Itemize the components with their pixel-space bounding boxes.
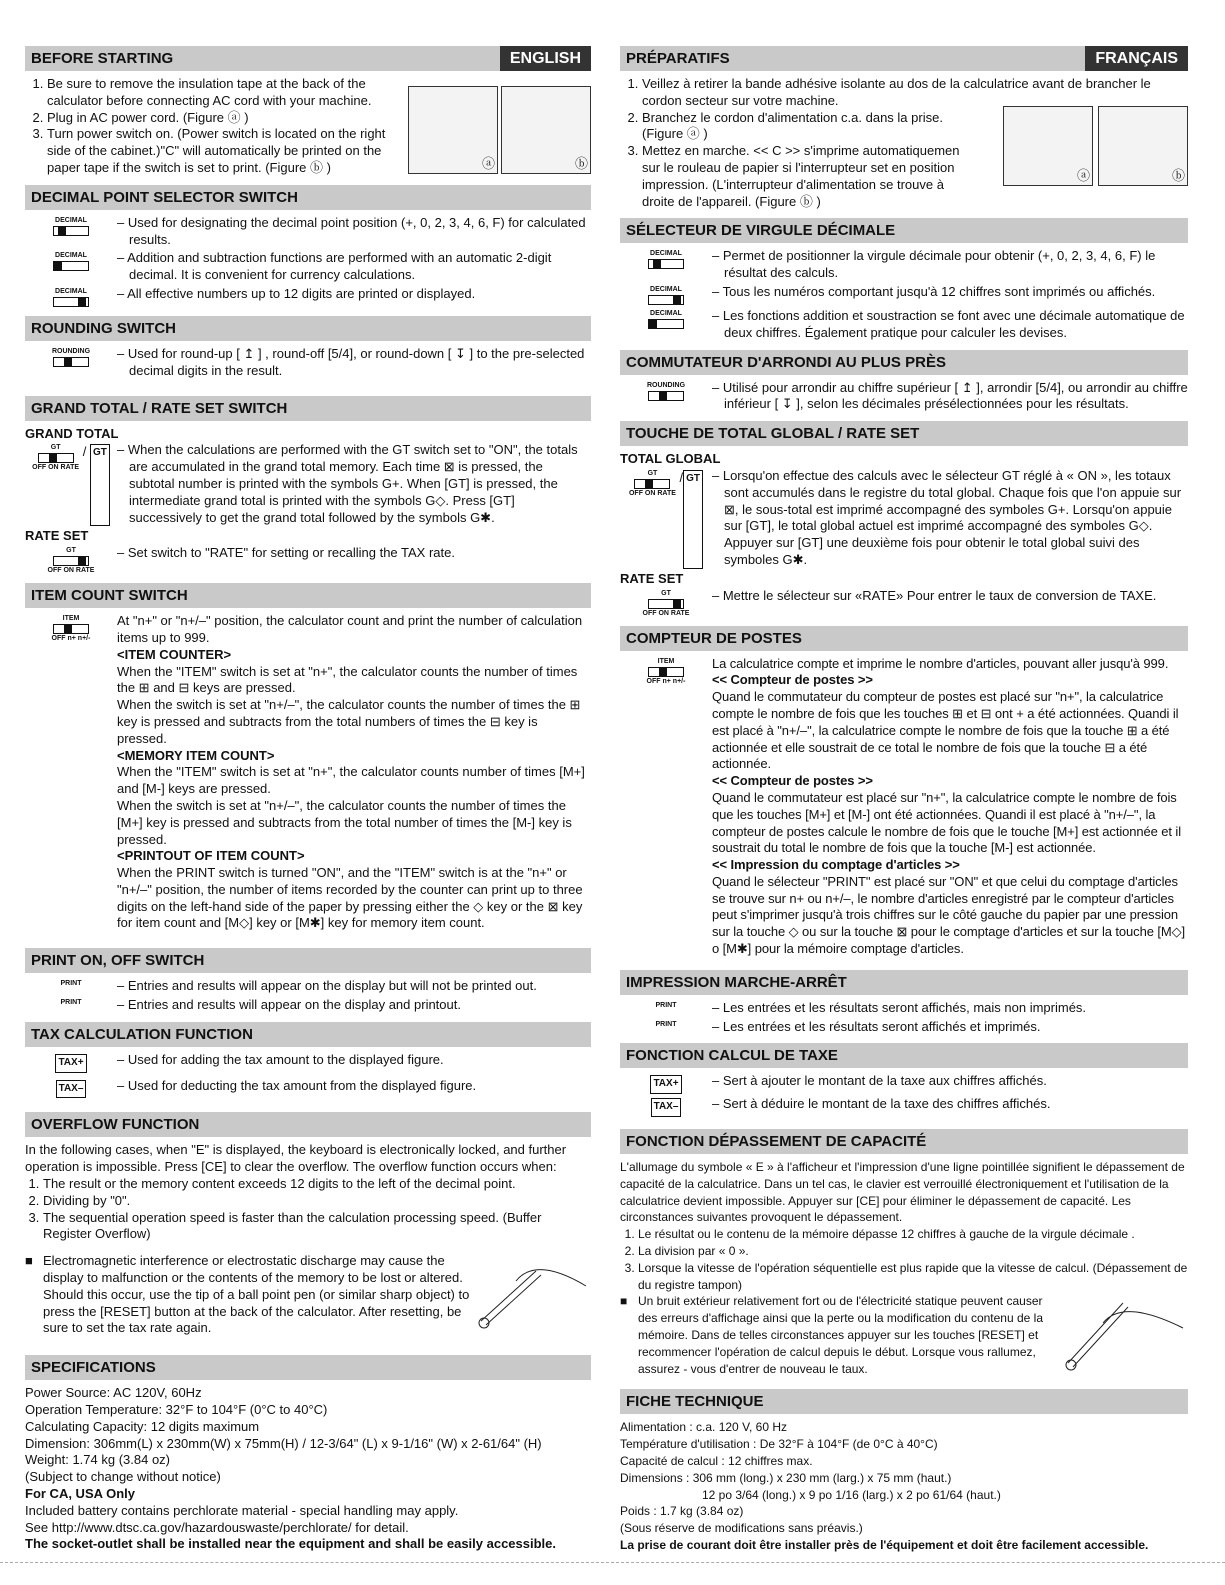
french-column bbox=[620, 38, 1188, 1554]
rate-text: – Mettre le sélecteur sur «RATE» Pour entrer le taux de conversion de TAXE. bbox=[712, 587, 1157, 603]
decimal-text: – Used for designating the decimal point position (+, 0, 2, 3, 4, 6, F) for calculated results. bbox=[117, 214, 586, 247]
spec-line: (Subject to change without notice) bbox=[25, 1469, 221, 1485]
spec-line: 12 po 3/64 (long.) x 9 po 1/16 (larg.) x 2 po 61/64 (haut.) bbox=[702, 1487, 1001, 1502]
tax-plus-key-icon: TAX+ bbox=[55, 1054, 86, 1073]
cut-line-divider bbox=[0, 1562, 1225, 1563]
section-header: SÉLECTEUR DE VIRGULE DÉCIMALE bbox=[620, 218, 1188, 243]
section-header: ITEM COUNT SWITCH bbox=[25, 583, 591, 608]
spec-line: Weight: 1.74 kg (3.84 oz) bbox=[25, 1452, 171, 1468]
bullet-icon: ■ bbox=[620, 1294, 628, 1309]
rounding-switch-icon: ROUNDING bbox=[647, 382, 685, 414]
print-text: – Les entrées et les résultats seront affichés et imprimés. bbox=[712, 1018, 1041, 1034]
tax-plus-key-icon: TAX+ bbox=[650, 1075, 681, 1094]
gt-text: – Lorsqu'on effectue des calculs avec le sélecteur GT réglé à « ON », les totaux sont accumulés dans le registre du total global. Chaque fois que l'on appuie sur ⊠, le sous-total est imprimé accompagné des symboles G+. Lorsqu'on appuie sur [GT], le total global actuel est imprimé accompagné des symboles G◇. Appuyer sur [GT] une deuxième fois pour obtenir le total global suivi des symboles G✱. bbox=[712, 467, 1182, 567]
gt-row: GT OFF ON RATE / GT – When the calculations are performed with the GT switch set to "ON", the totals are accumulated in the grand total memory. Each time ⊠ is pressed, the subtotal number is printed with the symbols G+. When [GT] is pressed, the intermediate grand total is printed with the symbols G◇. Press [GT] successively to get the grand total followed by the symbols G✱. bbox=[25, 442, 591, 526]
figure-a-power-cord bbox=[408, 86, 498, 174]
print-switch-on-icon: PRINT bbox=[655, 1020, 677, 1028]
list-item: 2. Dividing by "0". bbox=[43, 1193, 591, 1210]
tax-text: – Sert à ajouter le montant de la taxe aux chiffres affichés. bbox=[712, 1073, 1047, 1089]
pen-illustration-icon bbox=[476, 1251, 591, 1329]
section-header: PRINT ON, OFF SWITCH bbox=[25, 948, 591, 973]
paragraph: When the PRINT switch is turned "ON", and the "ITEM" switch is at the "n+" or "n+/–" position, the number of items recorded by the counter can print up to three digits on the left-hand side of the paper by pressing either the ◇ key or the ⊠ key for item count and [M◇] key or [M✱] key for memory item count. bbox=[117, 865, 583, 931]
list-item: 1. Be sure to remove the insulation tape at the back of the calculator before connecting AC cord with your machine. bbox=[47, 76, 401, 110]
figure-label: ⓐ bbox=[481, 156, 495, 172]
subheading: RATE SET bbox=[25, 528, 89, 544]
section-header: ROUNDING SWITCH bbox=[25, 316, 591, 341]
section-header: GRAND TOTAL / RATE SET SWITCH bbox=[25, 396, 591, 421]
subheading: GRAND TOTAL bbox=[25, 425, 119, 441]
paragraph: Quand le commutateur est placé sur "n+", la calculatrice compte le nombre de fois que les touches [M+] et [M-] ont été actionnées. Quandi il est placé à "n+/–", la compteur de postes calcule le nombre de fois que le touche [M+] est actionnée et il soustrait du total le nombre de fois que la touche [M-] est actionnée. bbox=[712, 789, 1182, 856]
decimal-switch-icon: DECIMAL bbox=[53, 288, 89, 308]
subheading: << Impression du comptage d'articles >> bbox=[712, 857, 960, 873]
subheading: TOTAL GLOBAL bbox=[620, 451, 721, 467]
gt-text: – When the calculations are performed with the GT switch set to "ON", the totals are accumulated in the grand total memory. Each time ⊠ is pressed, the subtotal number is printed with the symbols G+. When [GT] is pressed, the intermediate grand total is printed with the symbols G◇. Press [GT] successively to get the grand total followed by the symbols G✱. bbox=[117, 442, 578, 525]
bullet-icon: ■ bbox=[25, 1253, 33, 1269]
preparatifs bbox=[620, 76, 1188, 210]
tax-text: – Used for adding the tax amount to the displayed figure. bbox=[117, 1051, 444, 1067]
perchlorate-link[interactable]: http://www.dtsc.ca.gov/hazardouswaste/perchlorate/ for detail bbox=[51, 1519, 406, 1535]
rate-switch-icon: GT OFF ON RATE bbox=[642, 589, 690, 617]
decimal-text: – Les fonctions addition et soustraction se font avec une décimale automatique de deux chiffres. Également pratique pour calculer les devises. bbox=[712, 307, 1185, 340]
english-column: BEFORE STARTING ENGLISH 1. Be sure to remove the insulation tape at the back of the calculator before connecting AC cord with your machine. 2. Plug in AC power cord. (Figure ⓐ ) 3. Turn power switch on. (Power switch is located on the right side of the cabinet.)"C" will automatically be printed on the paper tape if the switch is set to print. (Figure ⓑ ) ⓐ ⓑ DECIMAL POINT SELECTOR SWITCH DECIMAL – Used for designating the decimal point position (+, 0, 2, 3, 4, 6, F) for calculated results. DECIMAL – Addition and subtraction functions are performed with an automatic 2-digit decimal. It is convenient for currency calculations. DECIMAL – All effective numbers up to 12 digits are printed or displayed. ROUNDING SWITCH ROUNDING – Used for round-up [ ↥ ] , round-off [5/4], or round-down [ ↧ ] to the pre-selected decimal digits in the result. GRAND TOTAL / RATE SET SWITCH GRAND TOTAL GT OFF ON RATE / GT – When the calculations are performed with the GT switch set to "ON", the totals are accumulated in the grand total memory. Each time ⊠ is pressed, the subtotal number is printed with the symbols G+. When [GT] is pressed, the intermediate grand total is printed with the symbols G◇. Press [GT] successively to get the grand total followed by the symbols G✱. RATE SET GT OFF ON RATE – Set switch to "RATE" for setting or recalling the TAX rate. ITEM COUNT SWITCH ITEM OFF n+ n+/- At "n+" or "n+/–" position, the calculator count and print the number of calculation items up to 999. <ITEM COUNTER> When the "ITEM" switch is set at "n+", the calculator counts the number of times the ⊞ and ⊟ keys are pressed. When the switch is set at "n+/–", the calculator counts the number of times the ⊞ key is pressed and subtracts from the total numbers of times the ⊟ key is pressed. <MEMORY ITEM COUNT> When the "ITEM" switch is set at "n+", the calculator counts number of times [M+] and [M-] keys are pressed. When the switch is set at "n+/–", the calculator counts the number of times the [M+] key is pressed and subtracts from the total number of times the [M-] key is pressed. <PRINTOUT OF ITEM COUNT> When the PRINT switch is turned "ON", and the "ITEM" switch is at the "n+" or "n+/–" position, the number of items recorded by the counter can print up to three digits on the left-hand side of the paper by pressing either the ◇ key or the ⊠ key for item count and [M◇] key or [M✱] key for memory item count. PRINT ON, OFF SWITCH PRINT – Entries and results will appear on the display but will not be printed out. PRINT – Entries and results will appear on the display and printout. TAX CALCULATION FUNCTION TAX+ – Used for adding the tax amount to the displayed figure. TAX– – Used for deducting the tax amount from the displayed figure. OVERFLOW FUNCTION In the following cases, when "E" is displayed, the keyboard is electronically locked, and further operation is impossible. Press [CE] to clear the overflow. The overflow function occurs when: 1. The result or the memory content exceeds 12 digits to the left of the decimal point. 2. Dividing by "0". 3. The sequential operation speed is faster than the calculation processing speed. (Buffer Register Overflow) ■ Electromagnetic interference or electrostatic discharge may cause the display to malfunction or the contents of the memory to be lost or altered. Should this occur, use the tip of a ball point pen (or similar sharp object) to press the [RESET] button at the back of the calculator. After resetting, be sure to set the tax rate again. SPECIFICATIONS Power Source: AC 120V, 60Hz Operation Temperature: 32°F to 104°F (0°C to 40°C) Calculating Capacity: 12 digits maximum Dimension: 306mm(L) x 230mm(W) x 75mm(H) / 12-3/64" (L) x 9-1/16" (W) x 2-61/64" (H) Weight: 1.74 kg (3.84 oz) (Subject to change without notice) For CA, USA Only Included battery contains perchlorate material - special handling may apply. See http://www.dtsc.ca.gov/hazardouswaste/perchlorate/ for detail. The socket-outlet shall be installed near the equipment and shall be easily accessible. bbox=[25, 38, 591, 1553]
subheading: << Compteur de postes >> bbox=[712, 773, 873, 789]
language-badge: FRANÇAIS bbox=[1085, 46, 1188, 71]
tax-row bbox=[25, 1078, 591, 1099]
section-title: BEFORE STARTING bbox=[31, 50, 174, 67]
decimal-row bbox=[25, 286, 591, 308]
spec-line: Operation Temperature: 32°F to 104°F (0°C to 40°C) bbox=[25, 1402, 328, 1418]
print-text: – Entries and results will appear on the display but will not be printed out. bbox=[117, 978, 537, 994]
rate-row bbox=[620, 588, 1188, 618]
list-item: 2. La division par « 0 ». bbox=[638, 1243, 1188, 1260]
decimal-switch-icon: DECIMAL bbox=[53, 252, 89, 284]
language-badge: ENGLISH bbox=[500, 46, 591, 71]
decimal-switch-icon: DECIMAL bbox=[648, 250, 684, 282]
list-item: 3. Mettez en marche. << C >> s'imprime automatiquemen sur le rouleau de papier si l'interrupteur set en position impression. (L'interrupteur d'alimentation se trouve à droite de l'appareil. (Figure ⓑ ) bbox=[642, 143, 1188, 210]
decimal-row bbox=[25, 250, 591, 284]
figure-b-power-switch bbox=[501, 86, 591, 174]
see-label: See bbox=[25, 1519, 49, 1535]
spec-line: Dimensions : 306 mm (long.) x 230 mm (larg.) x 75 mm (haut.) bbox=[620, 1470, 952, 1485]
rounding-text: – Utilisé pour arrondir au chiffre supérieur [ ↥ ], arrondir [5/4], ou arrondir au chiffre inférieur [ ↧ ], selon les décimales présélectionnées pour les résultats. bbox=[712, 379, 1188, 412]
overflow-intro: L'allumage du symbole « E » à l'afficheur et l'impression d'une ligne pointillée signifient le dépassement de capacité de la calculatrice. Dans un tel cas, le clavier est verrouillé électroniquement et l'utilisation de la calculatrice devient impossible. Appuyer sur [CE] pour éliminer le dépassement de capacité. Les circonstances suivantes provoquent le dépassement. bbox=[620, 1160, 1185, 1225]
decimal-text: – Addition and subtraction functions are performed with an automatic 2-digit decimal. It is convenient for currency calculations. bbox=[117, 250, 552, 283]
note-text: Un bruit extérieur relativement fort ou de l'électricité statique peuvent causer des erreurs d'affichage ainsi que la perte ou la modification du contenu de la mémoire. Dans de telles circonstances appuyer sur les touches [RESET] et recommencer l'opération de calcul depuis le début. Lorsque vous rallumez, assurez - vous d'entrer de nouveau le taux. bbox=[638, 1294, 1043, 1376]
item-switch-icon: ITEM OFF n+ n+/- bbox=[646, 657, 686, 685]
item-intro: La calculatrice compte et imprime le nombre d'articles, pouvant aller jusqu'à 999. bbox=[712, 655, 1169, 671]
rate-row bbox=[25, 545, 591, 575]
pen-illustration-icon bbox=[1063, 1293, 1188, 1371]
reset-note bbox=[620, 1293, 1188, 1377]
decimal-switch-icon: DECIMAL bbox=[648, 310, 684, 342]
tax-text: – Sert à déduire le montant de la taxe des chiffres affichés. bbox=[712, 1096, 1051, 1112]
socket-notice: The socket-outlet shall be installed near the equipment and shall be easily accessible. bbox=[25, 1536, 557, 1552]
before-starting bbox=[25, 76, 591, 177]
ca-heading: For CA, USA Only bbox=[25, 1486, 136, 1502]
spec-line: Dimension: 306mm(L) x 230mm(W) x 75mm(H) / 12-3/64" (L) x 9-1/16" (W) x 2-61/64" (H) bbox=[25, 1435, 542, 1451]
print-switch-off-icon: PRINT bbox=[60, 980, 82, 988]
rate-switch-icon: GT OFF ON RATE bbox=[47, 547, 95, 575]
tax-row bbox=[620, 1096, 1188, 1117]
spec-line: Alimentation : c.a. 120 V, 60 Hz bbox=[620, 1420, 787, 1435]
paragraph: Quand le commutateur du compteur de postes est placé sur "n+", la calculatrice compte le nombre de fois que les touches ⊞ et ⊟ ont + a été actionnées. Quandi il est placé à "n+/–", la calculatrice compte le nombre de fois que la touche ⊞ a été actionnée et elle soustrait de ce total le nombre de fois que la touche ⊟ a été actionnée. bbox=[712, 689, 1179, 772]
section-header: COMPTEUR DE POSTES bbox=[620, 626, 1188, 651]
section-header: DECIMAL POINT SELECTOR SWITCH bbox=[25, 185, 591, 210]
paragraph: Quand le sélecteur "PRINT" est placé sur "ON" et que celui du comptage d'articles se trouve sur n+ ou n+/–, le nombre d'articles enregistré par le compteur d'articles peut s'imprimer jusqu'à trois chiffres sur le côté gauche du papier par une pression sur la touche ◇ ou sur la touche ⊠ pour le comptage d'articles et sur la touche [M◇] o [M✱] pour la mémoire comptage d'articles. bbox=[712, 873, 1185, 957]
section-header bbox=[25, 46, 591, 71]
subheading: <ITEM COUNTER> bbox=[117, 646, 232, 662]
decimal-row bbox=[620, 308, 1188, 342]
paragraph: When the "ITEM" switch is set at "n+", the calculator counts the number of times the ⊞ and ⊟ keys are pressed. bbox=[117, 663, 578, 696]
section-header: FONCTION CALCUL DE TAXE bbox=[620, 1043, 1188, 1068]
tax-minus-key-icon: TAX– bbox=[651, 1098, 682, 1117]
rounding-row bbox=[25, 346, 591, 380]
reset-note bbox=[25, 1243, 591, 1337]
item-row bbox=[620, 656, 1188, 958]
item-intro: At "n+" or "n+/–" position, the calculator count and print the number of calculation items up to 999. bbox=[117, 613, 583, 645]
tax-row bbox=[25, 1052, 591, 1073]
section-header: SPECIFICATIONS bbox=[25, 1355, 591, 1380]
overflow-intro: In the following cases, when "E" is displayed, the keyboard is electronically locked, and further operation is impossible. Press [CE] to clear the overflow. The overflow function occurs when: bbox=[25, 1142, 567, 1175]
section-header: COMMUTATEUR D'ARRONDI AU PLUS PRÈS bbox=[620, 350, 1188, 375]
spec-line: Poids : 1.7 kg (3.84 oz) bbox=[620, 1504, 744, 1519]
figure-a-power-cord bbox=[1003, 106, 1093, 186]
decimal-row bbox=[25, 215, 591, 249]
gt-key-icon: GT bbox=[90, 444, 110, 526]
print-row bbox=[25, 978, 591, 995]
note-text: Electromagnetic interference or electrostatic discharge may cause the display to malfunction or the contents of the memory to be lost or altered. Should this occur, use the tip of a ball point pen (or similar sharp object) to press the [RESET] button at the back of the calculator. After resetting, be sure to set the tax rate again. bbox=[43, 1253, 470, 1336]
print-row bbox=[620, 1019, 1188, 1036]
print-text: – Les entrées et les résultats seront affichés, mais non imprimés. bbox=[712, 999, 1087, 1015]
paragraph: When the switch is set at "n+/–", the calculator counts the number of times the [M+] key is pressed and subtracts from the total number of times the [M-] key is pressed. bbox=[117, 797, 572, 847]
rounding-text: – Used for round-up [ ↥ ] , round-off [5/4], or round-down [ ↧ ] to the pre-selected decimal digits in the result. bbox=[117, 345, 585, 378]
print-switch-off-icon: PRINT bbox=[655, 1001, 677, 1009]
decimal-row bbox=[620, 284, 1188, 306]
figure-label: ⓑ bbox=[574, 156, 588, 172]
subheading: RATE SET bbox=[620, 570, 684, 586]
figure-label: ⓐ bbox=[1076, 168, 1090, 184]
rounding-switch-icon: ROUNDING bbox=[52, 348, 90, 380]
spec-line: Power Source: AC 120V, 60Hz bbox=[25, 1385, 202, 1401]
rounding-row bbox=[620, 380, 1188, 414]
print-text: – Entries and results will appear on the display and printout. bbox=[117, 997, 461, 1013]
gt-key-icon: GT bbox=[683, 470, 703, 569]
section-title: PRÉPARATIFS bbox=[626, 50, 730, 67]
section-header: FONCTION DÉPASSEMENT DE CAPACITÉ bbox=[620, 1129, 1188, 1154]
list-item: 3. Turn power switch on. (Power switch is located on the right side of the cabinet.)"C" will automatically be printed on the paper tape if the switch is set to print. (Figure ⓑ ) bbox=[47, 126, 401, 176]
print-row bbox=[25, 997, 591, 1014]
paragraph: When the switch is set at "n+/–", the calculator counts the number of times the ⊞ key is pressed and subtracts from the total numbers of times the ⊟ key is pressed. bbox=[117, 697, 581, 746]
list-item: 1. The result or the memory content exceeds 12 digits to the left of the decimal point. bbox=[43, 1176, 591, 1193]
rate-text: – Set switch to "RATE" for setting or recalling the TAX rate. bbox=[117, 545, 455, 561]
battery-notice: Included battery contains perchlorate material - special handling may apply. bbox=[25, 1502, 459, 1518]
tax-text: – Used for deducting the tax amount from the displayed figure. bbox=[117, 1077, 477, 1093]
spec-line: Capacité de calcul : 12 chiffres max. bbox=[620, 1454, 813, 1469]
decimal-text: – Permet de positionner la virgule décimale pour obtenir (+, 0, 2, 3, 4, 6, F) le résultat des calculs. bbox=[712, 248, 1156, 281]
gt-switch-icon: GT OFF ON RATE bbox=[628, 469, 676, 497]
decimal-switch-icon: DECIMAL bbox=[53, 217, 89, 249]
gt-switch-icon: GT OFF ON RATE bbox=[32, 444, 80, 472]
list-item: 2. Branchez le cordon d'alimentation c.a. dans la prise. (Figure ⓐ ) bbox=[642, 110, 1188, 144]
section-header: OVERFLOW FUNCTION bbox=[25, 1112, 591, 1137]
tax-minus-key-icon: TAX– bbox=[56, 1080, 87, 1099]
decimal-switch-icon: DECIMAL bbox=[648, 286, 684, 306]
print-switch-on-icon: PRINT bbox=[60, 999, 82, 1007]
section-header: FICHE TECHNIQUE bbox=[620, 1389, 1188, 1414]
list-item: 3. The sequential operation speed is faster than the calculation processing speed. (Buffer Register Overflow) bbox=[43, 1210, 591, 1244]
subheading: <MEMORY ITEM COUNT> bbox=[117, 747, 275, 763]
spec-line: Calculating Capacity: 12 digits maximum bbox=[25, 1418, 260, 1434]
spec-line: Température d'utilisation : De 32°F à 104°F (de 0°C à 40°C) bbox=[620, 1437, 938, 1452]
list-item: 3. Lorsque la vitesse de l'opération séquentielle est plus rapide que la vitesse de calcul. (Dépassement de du registre tampon) bbox=[638, 1260, 1188, 1294]
item-row bbox=[25, 613, 591, 932]
paragraph: When the "ITEM" switch is set at "n+", the calculator counts number of times [M+] and [M-] keys are pressed. bbox=[117, 764, 585, 797]
print-row bbox=[620, 1000, 1188, 1017]
item-switch-icon: ITEM OFF n+ n+/- bbox=[51, 615, 91, 643]
section-header: IMPRESSION MARCHE-ARRÊT bbox=[620, 970, 1188, 995]
tax-row bbox=[620, 1073, 1188, 1094]
figure-label: ⓑ bbox=[1171, 168, 1185, 184]
decimal-row bbox=[620, 248, 1188, 282]
gt-row: GT OFF ON RATE / GT – Lorsqu'on effectue des calculs avec le sélecteur GT réglé à « ON », les totaux sont accumulés dans le registre du total global. Chaque fois que l'on appuie sur ⊠, le sous-total est imprimé accompagné des symboles G+. Lorsqu'on appuie sur [GT], le total global actuel est imprimé accompagné des symboles G◇. Appuyer sur [GT] une deuxième fois pour obtenir le total global suivi des symboles G✱. bbox=[620, 468, 1188, 569]
subheading: << Compteur de postes >> bbox=[712, 672, 873, 688]
section-header bbox=[620, 46, 1188, 71]
subheading: <PRINTOUT OF ITEM COUNT> bbox=[117, 848, 305, 864]
figure-b-power-switch bbox=[1098, 106, 1188, 186]
decimal-text: – All effective numbers up to 12 digits are printed or displayed. bbox=[117, 285, 476, 301]
list-item: 2. Plug in AC power cord. (Figure ⓐ ) bbox=[47, 110, 401, 127]
list-item: 1. Veillez à retirer la bande adhésive isolante au dos de la calculatrice avant de brancher le cordon secteur sur votre machine. bbox=[642, 76, 1188, 110]
spec-line: (Sous réserve de modifications sans préavis.) bbox=[620, 1521, 863, 1536]
section-header: TAX CALCULATION FUNCTION bbox=[25, 1022, 591, 1047]
list-item: 1. Le résultat ou le contenu de la mémoire dépasse 12 chiffres à gauche de la virgule décimale . bbox=[638, 1226, 1188, 1243]
socket-notice: La prise de courant doit être installer près de l'équipement et doit être facilement accessible. bbox=[620, 1538, 1149, 1552]
decimal-text: – Tous les numéros comportant jusqu'à 12 chiffres sont imprimés ou affichés. bbox=[712, 283, 1156, 299]
section-header: TOUCHE DE TOTAL GLOBAL / RATE SET bbox=[620, 421, 1188, 446]
